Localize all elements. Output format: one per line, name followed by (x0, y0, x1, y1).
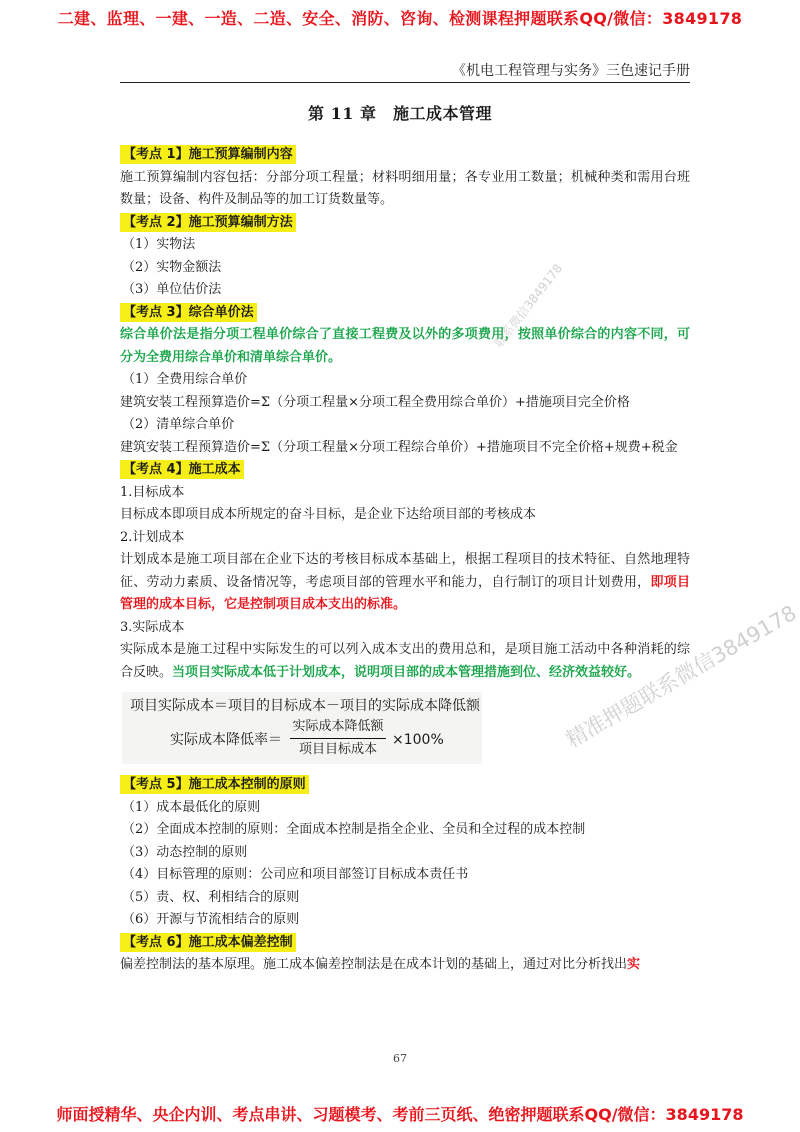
formula-actual-cost: 项目实际成本＝项目的目标成本－项目的实际成本降低额 (130, 698, 480, 714)
formula-numerator: 实际成本降低额 (292, 719, 384, 734)
kp4-sub3-green: 当项目实际成本低于计划成本，说明项目部的成本管理措施到位、经济效益较好。 (172, 664, 641, 680)
kp5-item: （2）全面成本控制的原则：全面成本控制是指全企业、全员和全过程的成本控制 (122, 822, 586, 837)
page-number: 67 (393, 1052, 407, 1065)
kp3-item-1: （1）全费用综合单价 (122, 372, 248, 387)
top-promo-banner: 二建、监理、一建、一造、二造、安全、消防、咨询、检测课程押题联系QQ/微信：3849178 (57, 9, 743, 28)
chapter-title: 第 11 章 施工成本管理 (308, 104, 492, 123)
section-kp6 (120, 932, 690, 977)
kp4-sub2-body: 计划成本是施工项目部在企业下达的考核目标成本基础上，根据工程项目的技术特征、自然地理特征、劳动力素质、设备情况等，考虑项目部的管理水平和能力，自行制订的项目计划费用， (120, 552, 690, 590)
kp3-item-2: （2）清单综合单价 (122, 417, 235, 432)
section-kp5 (120, 774, 690, 932)
kp1-heading: 【考点 1】施工预算编制内容 (120, 145, 296, 164)
watermark-large: 精准押题联系微信3849178 (562, 600, 800, 753)
kp3-formula-2: 建筑安装工程预算造价=Σ（分项工程量×分项工程综合单价）+措施项目不完全价格+规费+税金 (120, 439, 678, 455)
kp2-item: （3）单位估价法 (122, 282, 222, 297)
kp6-body: 偏差控制法的基本原理。施工成本偏差控制法是在成本计划的基础上，通过对比分析找出 (120, 957, 628, 972)
cost-formula-figure (122, 692, 482, 764)
kp5-item: （5）责、权、利相结合的原则 (122, 889, 300, 905)
watermark-small: 联系微信3849178 (491, 261, 566, 350)
kp4-heading: 【考点 4】施工成本 (120, 460, 244, 479)
kp4-sub3-title: 3.实际成本 (120, 619, 185, 635)
formula-fraction (290, 718, 386, 759)
kp2-item: （1）实物法 (122, 237, 196, 252)
kp1-body: 施工预算编制内容包括：分部分项工程量；材料明细用量；各专业用工数量；机械种类和需用台班数量；设备、构件及制品等的加工订货数量等。 (120, 169, 690, 207)
section-kp4 (120, 459, 690, 764)
running-header-book-title: 《机电工程管理与实务》三色速记手册 (452, 63, 690, 79)
kp3-highlight: 综合单价法是指分项工程单价综合了直接工程费及以外的多项费用，按照单价综合的内容不同，可分为全费用综合单价和清单综合单价。 (120, 327, 690, 365)
formula-percent: ×100% (392, 732, 444, 748)
formula-denominator: 项目目标成本 (298, 742, 377, 757)
header-divider (120, 82, 690, 83)
section-kp3 (120, 302, 690, 460)
kp5-heading: 【考点 5】施工成本控制的原则 (120, 775, 309, 794)
kp4-sub2-title: 2.计划成本 (120, 529, 185, 545)
kp5-item: （4）目标管理的原则：公司应和项目部签订目标成本责任书 (122, 867, 469, 882)
kp3-formula-1: 建筑安装工程预算造价=Σ（分项工程量×分项工程全费用综合单价）+措施项目完全价格 (120, 394, 630, 410)
kp2-item: （2）实物金额法 (122, 259, 222, 275)
fraction-bar (290, 738, 386, 739)
section-kp1 (120, 144, 690, 212)
kp2-heading: 【考点 2】施工预算编制方法 (120, 213, 296, 232)
section-kp2 (120, 212, 690, 302)
kp5-item: （6）开源与节流相结合的原则 (122, 912, 300, 927)
formula-reduction-rate-label: 实际成本降低率＝ (170, 732, 282, 748)
page-content (120, 144, 690, 977)
kp4-sub3-paragraph (120, 639, 690, 684)
kp4-sub3-body: 实际成本是施工过程中实际发生的可以列入成本支出的费用总和，是项目施工活动中各种消耗的综合反映。 (120, 642, 690, 680)
kp4-sub1-title: 1.目标成本 (120, 484, 185, 500)
kp5-item: （3）动态控制的原则 (122, 844, 248, 860)
kp4-sub2-paragraph (120, 549, 690, 617)
kp3-heading: 【考点 3】综合单价法 (120, 303, 257, 322)
kp5-item: （1）成本最低化的原则 (122, 799, 261, 815)
kp6-body-red: 实 (627, 957, 641, 972)
kp6-heading: 【考点 6】施工成本偏差控制 (120, 933, 296, 952)
kp6-paragraph (120, 954, 690, 977)
kp4-sub2-red: 即项目管理的成本目标，它是控制项目成本支出的标准。 (120, 574, 690, 612)
bottom-promo-banner: 师面授精华、央企内训、考点串讲、习题模考、考前三页纸、绝密押题联系QQ/微信：3849178 (56, 1105, 744, 1124)
kp4-sub1-body: 目标成本即项目成本所规定的奋斗目标，是企业下达给项目部的考核成本 (120, 507, 537, 522)
